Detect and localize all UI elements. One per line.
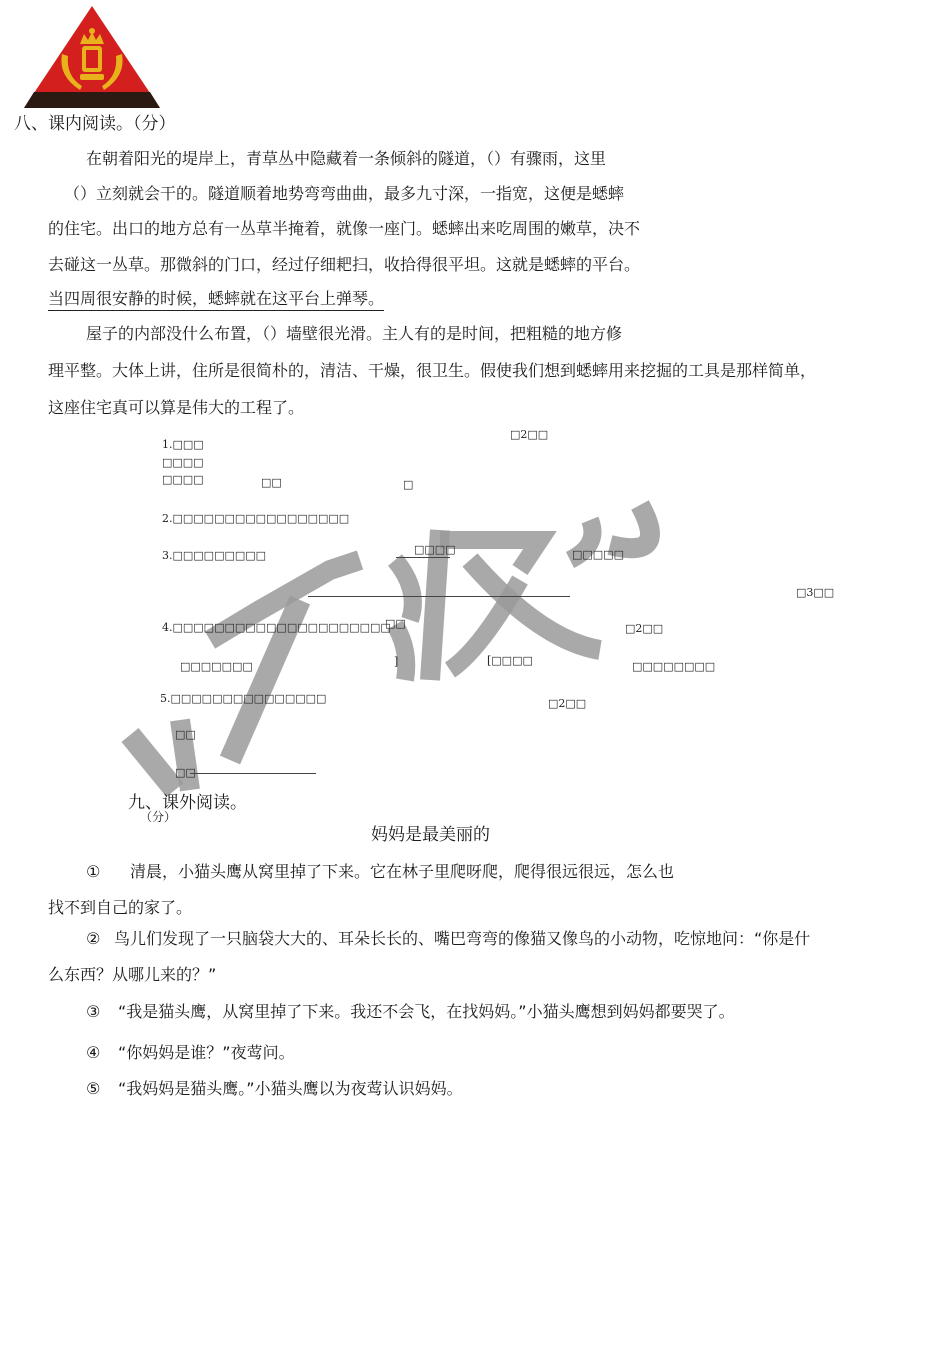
question-1: 1.□□□ [162,438,204,451]
question-2: 2.□□□□□□□□□□□□□□□□□ [162,512,350,525]
story-line: 鸟儿们发现了一只脑袋大大的、耳朵长长的、嘴巴弯弯的像猫又像鸟的小动物，吃惊地问：“你是什 [114,929,811,948]
question-3: 3.□□□□□□□□□ [162,549,267,562]
question-1-text: □ [403,478,414,491]
question-3-score: □3□□ [796,586,835,599]
section8-heading: 八、课内阅读。（分） [14,114,176,134]
story-line: 清晨，小猫头鹰从窝里掉了下来。它在林子里爬呀爬，爬得很远很远，怎么也 [130,862,675,881]
passage-line: 去碰这一丛草。那微斜的门口，经过仔细耙扫，收拾得很平坦。这就是蟋蟀的平台。 [48,255,641,274]
story-title: 妈妈是最美丽的 [371,825,490,845]
question-3-text: □□□□□ [572,548,624,561]
story-line: “你妈妈是谁？”夜莺问。 [118,1043,295,1062]
paragraph-number: ④ [86,1043,101,1062]
question-4-text: [□□□□ [487,654,533,667]
question-4-text: ] [394,655,399,668]
section9-points: （分） [140,810,177,824]
paragraph-number: ③ [86,1002,101,1021]
passage-line: 的住宅。出口的地方总有一丛草半掩着，就像一座门。蟋蟀出来吃周围的嫩草，决不 [48,219,641,238]
question-5-text: □□ [175,766,196,779]
question-4: 4.□□□□□□□□□□□□□□□□□□□□□ [162,621,391,634]
question-1-text: □□□□ [162,473,204,486]
question-4-text: □□ [385,617,406,630]
passage-underlined-line: 当四周很安静的时候，蟋蟀就在这平台上弹琴。 [48,289,384,311]
section9-heading: 九、课外阅读。 [128,793,247,813]
question-1-text: □□ [261,476,282,489]
story-line: “我是猫头鹰，从窝里掉了下来。我还不会飞，在找妈妈。”小猫头鹰想到妈妈都要哭了。 [118,1002,735,1021]
question-1-text: □□□□ [162,456,204,469]
paragraph-number: ① [86,862,101,881]
passage-line: 理平整。大体上讲，住所是很简朴的，清洁、干燥，很卫生。假使我们想到蟋蟀用来挖掘的工具是那样简单， [48,361,817,380]
paragraph-number: ② [86,929,101,948]
crest-logo-icon [22,4,162,110]
passage-line: 在朝着阳光的堤岸上，青草丛中隐藏着一条倾斜的隧道，（）有骤雨，这里 [86,149,607,168]
question-3-text: □□□□ [414,543,456,556]
passage-line: 屋子的内部没什么布置，（）墙壁很光滑。主人有的是时间，把粗糙的地方修 [86,324,623,343]
story-line: 找不到自己的家了。 [48,898,193,917]
question-4-text: □□□□□□□ [180,660,253,673]
passage-line: 这座住宅真可以算是伟大的工程了。 [48,398,305,417]
question-5: 5.□□□□□□□□□□□□□□□ [160,692,327,705]
question-4-score: □2□□ [625,622,664,635]
question-4-text: □□□□□□□□ [632,660,716,673]
question-5-score: □2□□ [548,697,587,710]
passage-line: （）立刻就会干的。隧道顺着地势弯弯曲曲，最多九寸深，一指宽，这便是蟋蟀 [64,184,625,203]
question-5-text: □□ [175,728,196,741]
story-line: 么东西？从哪儿来的？” [48,965,217,984]
paragraph-number: ⑤ [86,1079,101,1098]
story-line: “我妈妈是猫头鹰。”小猫头鹰以为夜莺认识妈妈。 [118,1079,463,1098]
question-1-score: □2□□ [510,428,549,441]
